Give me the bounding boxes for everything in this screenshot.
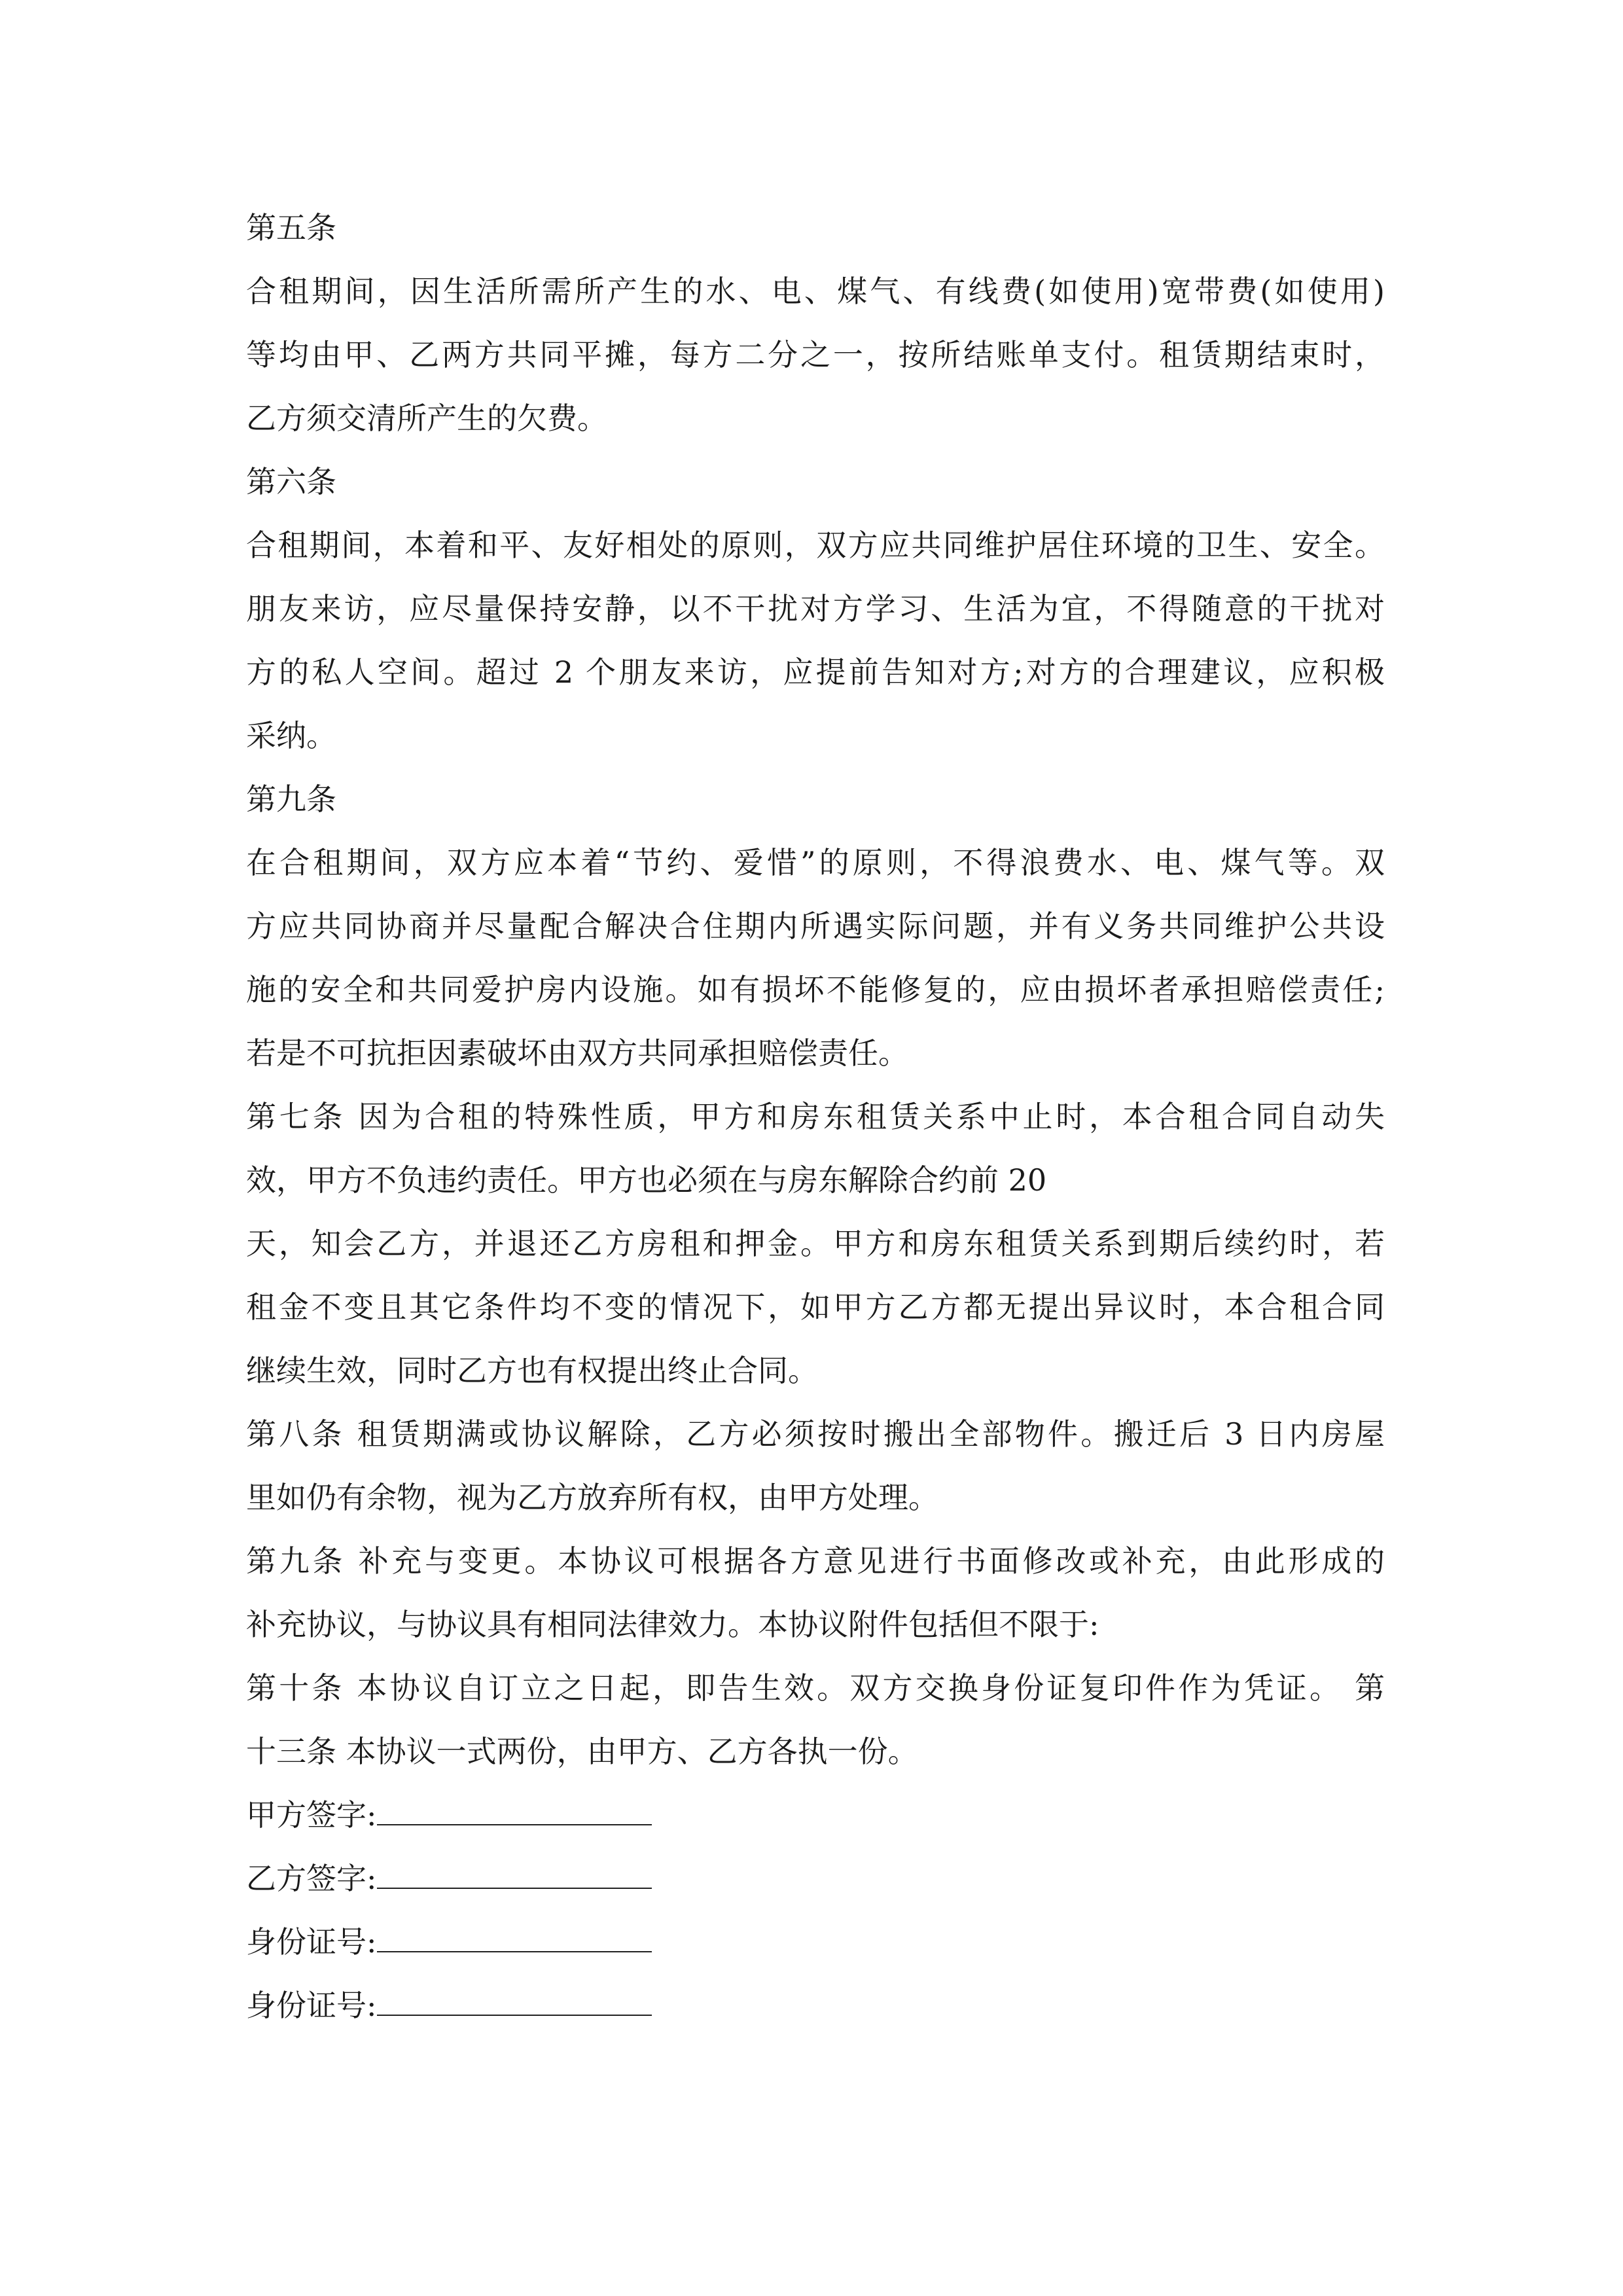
article-8-text-line: 里如仍有余物，视为乙方放弃所有权，由甲方处理。 (246, 1480, 938, 1515)
signature-label: 甲方签字: (246, 1797, 377, 1833)
article-7-text-line: 第七条 因为合租的特殊性质，甲方和房东租赁关系中止时，本合租合同自动失 (246, 1099, 1385, 1134)
article-6-text-line: 合租期间，本着和平、友好相处的原则，双方应共同维护居住环境的卫生、安全。 (246, 528, 1385, 563)
article-7-text-line: 天，知会乙方，并退还乙方房租和押金。甲方和房东租赁关系到期后续约时，若 (246, 1226, 1385, 1261)
article-5-text-line: 等均由甲、乙两方共同平摊，每方二分之一，按所结账单支付。租赁期结束时， (246, 337, 1385, 372)
article-9-heading: 第九条 (246, 781, 336, 817)
article-7-text-line: 效，甲方不负违约责任。甲方也必须在与房东解除合约前 20 (246, 1162, 1047, 1198)
article-10-text-line: 第十条 本协议自订立之日起，即告生效。双方交换身份证复印件作为凭证。 第 (246, 1670, 1385, 1706)
document-page (246, 196, 1385, 2037)
signature-row-party-a (246, 1784, 1385, 1847)
signature-label: 乙方签字: (246, 1861, 377, 1896)
id-number-blank-line (377, 2015, 652, 2016)
article-5-text-line: 合租期间，因生活所需所产生的水、电、煤气、有线费(如使用)宽带费(如使用) (246, 274, 1385, 309)
article-9-text-line: 方应共同协商并尽量配合解决合住期内所遇实际问题，并有义务共同维护公共设 (246, 908, 1385, 944)
article-9-text-line: 在合租期间，双方应本着“节约、爱惜”的原则，不得浪费水、电、煤气等。双 (246, 845, 1385, 880)
signature-row-party-b (246, 1847, 1385, 1910)
id-number-row-1 (246, 1910, 1385, 1974)
article-9-text-line: 若是不可抗拒因素破坏由双方共同承担赔偿责任。 (246, 1035, 908, 1071)
article-9b-text-line: 第九条 补充与变更。本协议可根据各方意见进行书面修改或补充，由此形成的 (246, 1543, 1385, 1579)
id-number-label: 身份证号: (246, 1924, 377, 1960)
article-9-text-line: 施的安全和共同爱护房内设施。如有损坏不能修复的，应由损坏者承担赔偿责任; (246, 972, 1385, 1007)
article-6-text-line: 采纳。 (246, 718, 336, 753)
article-6-heading: 第六条 (246, 464, 336, 499)
article-7-text-line: 继续生效，同时乙方也有权提出终止合同。 (246, 1353, 818, 1388)
signature-blank-line (377, 1824, 652, 1825)
article-5-text-line: 乙方须交清所产生的欠费。 (246, 401, 607, 436)
article-13-text-line: 十三条 本协议一式两份，由甲方、乙方各执一份。 (246, 1734, 918, 1769)
signature-blank-line (377, 1888, 652, 1889)
article-9b-text-line: 补充协议，与协议具有相同法律效力。本协议附件包括但不限于: (246, 1607, 1099, 1642)
article-5-heading: 第五条 (246, 210, 336, 245)
article-6-text-line: 方的私人空间。超过 2 个朋友来访，应提前告知对方;对方的合理建议，应积极 (246, 655, 1385, 690)
id-number-row-2 (246, 1974, 1385, 2037)
article-8-text-line: 第八条 租赁期满或协议解除，乙方必须按时搬出全部物件。搬迁后 3 日内房屋 (246, 1416, 1385, 1452)
article-6-text-line: 朋友来访，应尽量保持安静，以不干扰对方学习、生活为宜，不得随意的干扰对 (246, 591, 1385, 626)
id-number-blank-line (377, 1951, 652, 1952)
article-7-text-line: 租金不变且其它条件均不变的情况下，如甲方乙方都无提出异议时，本合租合同 (246, 1289, 1385, 1325)
id-number-label: 身份证号: (246, 1988, 377, 2023)
